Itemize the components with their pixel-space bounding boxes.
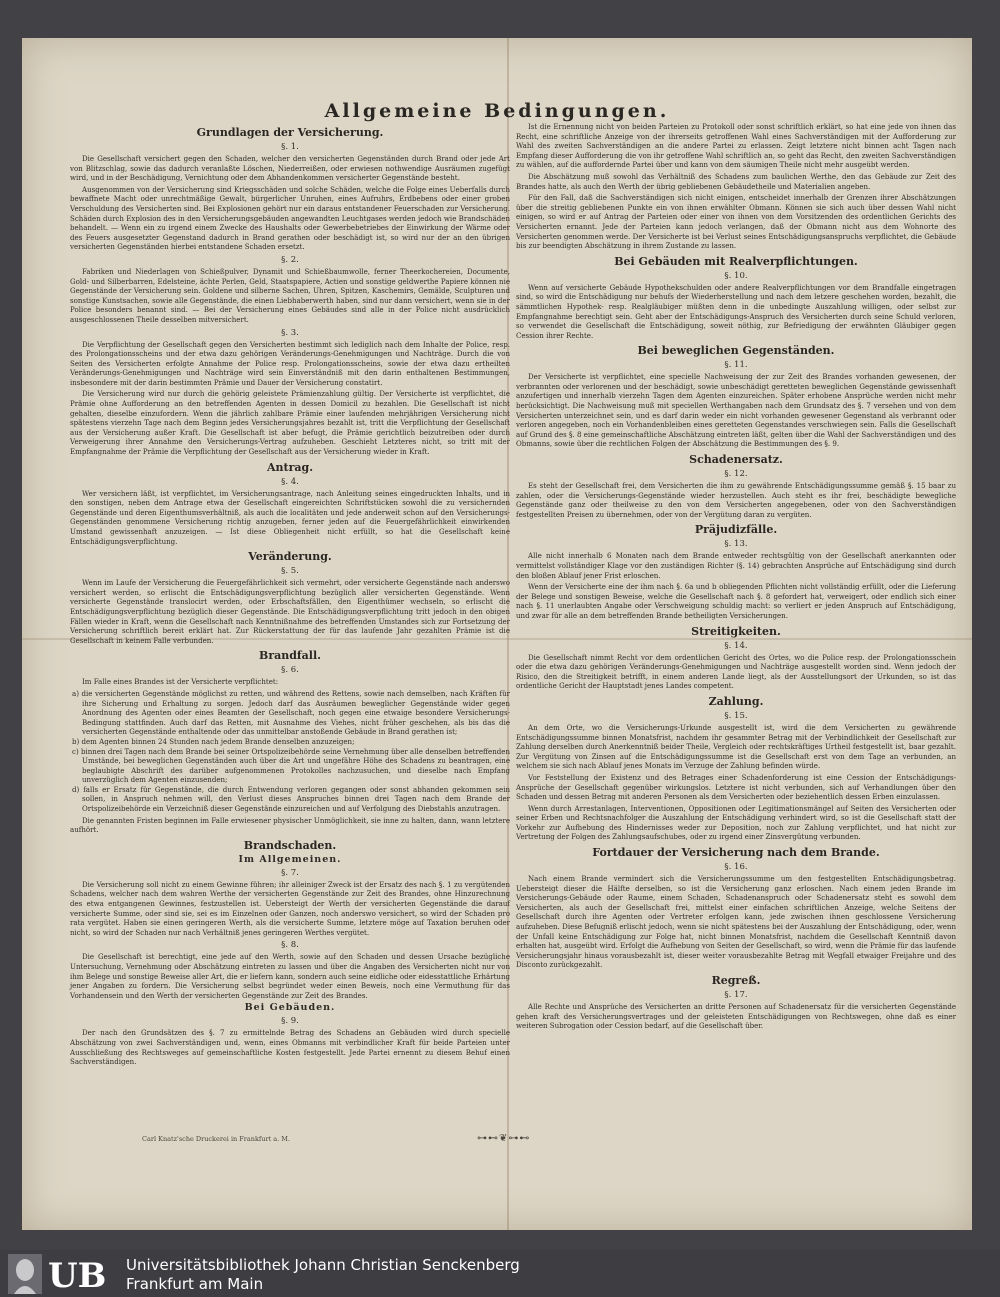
subsection-heading: Im Allgemeinen. (238, 853, 342, 865)
paragraph-text: Die Versicherung wird nur durch die gehörig geleistete Prämienzahlung gültig. Der Versicherte ist verpflichtet, die Prämie ohne Aufforderung an den betreffenden Agenten in dessen Domicil zu bezahlen. Die Gesellschaft ist nicht gehalten, dieselbe einzufordern. Wenn die jährlich zahlbare Prämie einer laufenden mehrjährigen Versicherung nicht spätestens vierzehn Tage nach dem Beginn jedes Versicherungsjahres bezahlt ist, tritt die Verpflichtung der Gesellschaft aus der Versicherung außer Kraft. Die Gesellschaft ist aber befugt, die Prämie gerichtlich beizutreiben oder durch Verweigerung ihrer Annahme den Versicherungs-Vertrag aufzuheben. Geschieht Letzteres nicht, so tritt mit der Empfangnahme der Prämie die Verpflichtung der Gesellschaft aus der Versicherung wieder in Kraft. (70, 389, 510, 457)
paragraph-text: Wenn der Versicherte eine der ihm nach §. 6a und b obliegenden Pflichten nicht vollständig erfüllt, oder die Lieferung der Belege und sonstigen Beweise, welche die Gesellschaft nach §. 8 gefordert hat, verweigert, oder endlich sich einer nach §. 11 unerlaubten Angabe oder Verschweigung schuldig macht: so verliert er jeden Anspruch auf Entschädigung, und zwar für alle an dem betreffenden Brande betheiligten Versicherungen. (516, 582, 956, 620)
paragraph-text: Wenn im Laufe der Versicherung die Feuergefährlichkeit sich vermehrt, oder versicherte Gegenstände nach anderswo versichert werden, so erlischt die Entschädigungsverpflichtung bezüglich aller versicherten Gegenstände. Wenn versicherte Gegenstände translocirt werden, oder Erbschaftsfällen, den Eigenthümer wechseln, so erlischt die Entschädigungsverpflichtung bezüglich dieser Gegenstände. Die Entschädigungsverpflichtung tritt jedoch in den obigen Fällen wieder in Kraft, wenn die Gesellschaft nach Kenntnißnahme des betreffenden Umstandes sich zur Fortsetzung der Versicherung schriftlich bereit erklärt hat. Zur Rückerstattung der für das laufende Jahr gezahlten Prämie ist die Gesellschaft in keinem Falle verbunden. (70, 578, 510, 645)
paragraph-text: Alle Rechte und Ansprüche des Versicherten an dritte Personen auf Schadenersatz für die versicherten Gegenstände gehen kraft des Versicherungsvertrages und der geleisteten Entschädigungen von Rechtswegen, ohne daß es einer weiteren Subrogation oder Cession bedarf, auf die Gesellschaft über. (516, 1002, 956, 1031)
section-heading: Veränderung. (248, 550, 332, 564)
paragraph-number: §. 3. (281, 327, 299, 338)
paragraph-number: §. 2. (281, 254, 299, 265)
paragraph-text: Fabriken und Niederlagen von Schießpulver, Dynamit und Schießbaumwolle, ferner Theerkochereien, Documente, Gold- und Silberbarren, Edelsteine, ächte Perlen, Geld, Staatspapiere, Actien und sonstige geldwerthe Papiere können nie Gegenstände der Versicherung sein. Goldene und silberne Sachen, Uhren, Spitzen, Kaschemirs, Gemälde, Sculpturen und sonstige Kunstsachen, sowie alle Gegenstände, die einen Liebhaberwerth haben, sind nur dann versichert, wenn sie in der Police besonders benannt sind. — Bei der Versicherung eines Gebäudes sind alle in der Police nicht ausdrücklich ausgeschlossenen Theile desselben mitversichert. (70, 266, 510, 324)
library-city: Frankfurt am Main (126, 1275, 264, 1293)
paragraph-text: Wenn auf versicherte Gebäude Hypothekschulden oder andere Realverpflichtungen vor dem Brandfalle eingetragen sind, so wird die Entschädigung nur behufs der Wiederherstellung und nach dem letzere geschehen worden, bezahlt, die sämmtlichen Hypothek- resp. Realgläubiger müßten denn in die unbedingte Auszahlung willigen, oder selbst zur Empfangnahme berechtigt sein. Geht aber der Entschädigungs-Anspruch des Versicherten durch seine Schuld verloren, so verwendet die Gesellschaft die Entschädigung, soweit nöthig, zur Befriedigung der erwähnten Gläubiger gegen Cession ihrer Rechte. (516, 282, 956, 340)
condition-list (70, 689, 510, 814)
list-item: a) die versicherten Gegenstände möglichst zu retten, und während des Rettens, sowie nach demselben, nach Kräften für ihre Sicherung und Erhaltung zu sorgen. Jedoch darf das Ausräumen beweglicher Gegenstände wider gegen Anordnung des Agenten oder eines Beamten der Gesellschaft, noch gegen eine etwaige besondere Versicherungs-Bedingung stattfinden. Auch darf das Retten, mit Ausnahme des Viehes, nicht früher geschehen, als bis das die versicherten Gegenstände enthaltende oder das unmittelbar anstoßende Gebäude in Brand gerathen ist; (72, 688, 510, 737)
paragraph-text: Ausgenommen von der Versicherung sind Kriegsschäden und solche Schäden, welche die Folge eines Ueberfalls durch bewaffnete Macht oder unrechtmäßige Gewalt, bürgerlicher Unruhen, eines Aufruhrs, Erdbebens oder einer groben Verschuldung des Versicherten sind. Bei Explosionen gehört nur ein daraus entstandener Feuerschaden zur Versicherung. Schäden durch Explosion des in den Versicherungsgebäuden angewandten Leuchtgases werden jedoch wie Brandschäden behandelt. — Wenn ein zu irgend einem Zwecke des Haushalts oder Gewerbebetriebes der Einwirkung der Wärme oder des Feuers ausgesetzter Gegenstand dadurch in Brand gerathen oder beschädigt ist, so wird nur der an den übrigen versicherten Gegenständen hierbei entstandene Schaden ersetzt. (70, 184, 510, 252)
paragraph-number: §. 15. (724, 710, 748, 721)
paragraph-text: Wenn durch Arrestanlagen, Interventionen, Oppositionen oder Legitimationsmängel auf Seiten des Versicherten oder seiner Erben und Rechtsnachfolger die Auszahlung der Entschädigung verhindert wird, so ist die Gesellschaft statt der Vorkehr zur Aufhebung des Hindernisses weder zur Deposition, noch zur Zahlung verpflichtet, und hat nicht zur Vertretung der Folgen des Zahlungsaufschubes, oder zu irgend einer Zinsvergütung verbunden. (516, 803, 956, 842)
paragraph-text: Die Abschätzung muß sowohl das Verhältniß des Schadens zum baulichen Werthe, den das Gebäude zur Zeit des Brandes hatte, als auch den Werth der übrig gebliebenen Gebäudetheile und Materialien angeben. (516, 171, 956, 191)
paragraph-text: Die Gesellschaft versichert gegen den Schaden, welcher den versicherten Gegenständen durch Brand oder jede Art von Blitzschlag, sowie das dadurch veranlaßte Löschen, Niederreißen, oder erwiesen nothwendige Ausräumen zugefügt wird, und in der Beschädigung, Vernichtung oder dem Abhandenkommen versicherter Gegenstände besteht. (70, 154, 510, 183)
list-item: b) dem Agenten binnen 24 Stunden nach jedem Brande denselben anzuzeigen; (72, 736, 355, 746)
left-column (70, 122, 510, 1069)
paragraph-text: Die Versicherung soll nicht zu einem Gewinne führen; ihr alleiniger Zweck ist der Ersatz des nach §. 1 zu vergütenden Schadens, welcher nach dem wahren Werthe der versicherten Gegenstände zur Zeit des Brandes, ohne Hinzurechnung des etwa entgangenen Gewinnes, festzustellen ist. Uebersteigt der Werth der versicherten Gegenstände die darauf versicherte Summe, oder sind sie, sei es im Einzelnen oder Ganzen, noch anderswo versichert, so wird der Schaden pro rata vergütet. Haben sie einen geringeren Werth, als die versicherte Summe, letztere möge auf Taxation beruhen oder nicht, so wird der Schaden nur nach Verhältniß jenes geringeren Werthes vergütet. (70, 879, 510, 937)
paragraph-text: Im Falle eines Brandes ist der Versicherte verpflichtet: (82, 677, 279, 687)
section-heading: Antrag. (266, 460, 314, 474)
section-heading: Grundlagen der Versicherung. (196, 126, 384, 139)
section-heading: Regreß. (711, 974, 761, 987)
paragraph-text: Vor Feststellung der Existenz und des Betrages einer Schadenforderung ist eine Cession der Entschädigungs-Ansprüche der Gesellschaft gegenüber wirkungslos. Letztere ist nicht verbunden, sich auf Verhandlungen über den Schaden und dessen Betrag mit anderen Personen als dem Versicherten oder beziehentlich dessen Erben einzulassen. (516, 772, 956, 802)
printer-imprint: Carl Knatz'sche Druckerei in Frankfurt a. M. (142, 1135, 291, 1143)
list-item: d) falls er Ersatz für Gegenstände, die durch Entwendung verloren gegangen oder sonst abhanden gekommen sein sollen, in Anspruch nehmen will, den Verlust dieses Anspruches binnen drei Tagen nach dem Brande der Ortspolizeibehörde ein Verzeichniß dieser Gegenstände einzureichen und auf Verfolgung des Diebstahls anzutragen. (72, 784, 510, 814)
section-heading: Schadenersatz. (689, 453, 783, 467)
list-item: c) binnen drei Tagen nach dem Brande bei seiner Ortspolizeibehörde seine Vernehmung über alle denselben betreffenden Umstände, bei beweglichen Gegenständen auch über die Art und ungefähre Höhe des Schadens zu beantragen, eine beglaubigte Abschrift des darüber aufgenommenen Protokolles nachzusuchen, und dieselbe nach Empfang unverzüglich dem Agenten einzusenden; (72, 746, 510, 785)
paragraph-number: §. 13. (724, 539, 748, 550)
paragraph-number: §. 11. (724, 360, 748, 371)
section-heading: Brandschaden. (243, 838, 337, 852)
paragraph-text: Der nach den Grundsätzen des §. 7 zu ermittelnde Betrag des Schadens an Gebäuden wird durch specielle Abschätzung von zwei Sachverständigen und, wenn, eines Obmanns mit verbindlicher Kraft für beide Parteien unter Ausschließung des Rechtsweges auf gemeinschaftliche Kosten festgestellt. Jede Partei ernennt zu diesem Behuf einen Sachverständigen. (70, 1028, 510, 1067)
paragraph-text: Ist die Ernennung nicht von beiden Parteien zu Protokoll oder sonst schriftlich erklärt, so hat eine jede von ihnen das Recht, eine schriftliche Anzeige von der ihrerseits getroffenen Wahl eines Sachverständigen mit der Aufforderung zur Wahl des zweiten Sachverständigen an die andere Partei zu erlassen. Zeigt letztere nicht binnen acht Tagen nach Empfang dieser Aufforderung die von ihr getroffene Wahl schriftlich an, so geht das Recht, den zweiten Sachverständigen zu wählen, auf die auffordernde Partei über und kann von dem säumigen Theile nicht mehr ausgeübt werden. (516, 122, 956, 170)
section-heading: Präjudizfälle. (694, 523, 778, 537)
paragraph-number: §. 5. (281, 566, 299, 577)
library-name: Universitätsbibliothek Johann Christian Senckenberg (126, 1256, 520, 1274)
paragraph-number: §. 7. (281, 867, 299, 878)
paragraph-number: §. 4. (281, 476, 299, 487)
section-heading: Streitigkeiten. (691, 624, 781, 638)
paragraph-number: §. 16. (724, 862, 748, 873)
section-heading: Bei beweglichen Gegenständen. (637, 344, 835, 358)
svg-text:UB: UB (48, 1256, 107, 1294)
paragraph-number: §. 17. (724, 990, 748, 1000)
paragraph-number: §. 12. (724, 469, 748, 480)
paragraph-text: Die Gesellschaft nimmt Recht vor dem ordentlichen Gericht des Ortes, wo die Police resp. der Prolongationsschein oder die etwa dazu gehörigen Veränderungs-Genehmigungen und Nachträge ausgestellt worden sind. Wenn jedoch der Risico, den die Streitigkeit betrifft, in einem anderen Lande liegt, als der Ausstellungsort der Urkunden, so ist das ordentliche Gericht der Hauptstadt jenes Landes competent. (516, 652, 956, 691)
ub-logo-icon (8, 1254, 118, 1294)
right-column (516, 122, 956, 1033)
document-title: Allgemeine Bedingungen. (324, 100, 670, 122)
paragraph-text: Die Verpflichtung der Gesellschaft gegen den Versicherten bestimmt sich lediglich nach dem Inhalte der Police, resp. des Prolongationsscheins und der etwa dazu gehörigen Veränderungs-Genehmigungen und Nachträge. Durch die von Seiten des Versicherten erfolgte Annahme der Police resp. Prolongationsscheins, sowie der etwa dazu ertheilten Veränderungs-Genehmigungen und Nachträge wird sein Einverständniß mit den darin enthaltenen Bestimmungen, insbesondere mit der darin bestimmten Prämie und Dauer der Versicherung constatirt. (70, 339, 510, 387)
paragraph-number: §. 6. (281, 665, 299, 676)
paragraph-number: §. 9. (281, 1016, 299, 1027)
paragraph-number: §. 14. (724, 640, 748, 651)
paragraph-text: Für den Fall, daß die Sachverständigen sich nicht einigen, entscheidet innerhalb der Grenzen ihrer Abschätzungen über die streitig gebliebenen Punkte ein von ihnen erwählter Obmann. Können sie sich auch über dessen Wahl nicht einigen, so wird er auf Antrag der Parteien oder einer von ihnen von dem Vorsitzenden des ordentlichen Gerichts des Versicherten ernannt. Jede der Parteien kann jedoch verlangen, daß der Obmann nicht aus dem Wohnorte des Versicherten genommen werde. Der Versicherte ist bei Verlust seines Entschädigungsanspruchs verpflichtet, die Gebäude bis zur beendigten Abschätzung in ihrem Zustande zu lassen. (516, 193, 956, 251)
paragraph-text: Die genannten Fristen beginnen im Falle erwiesener physischer Unmöglichkeit, sie inne zu halten, dann, wann letztere aufhört. (70, 815, 510, 835)
document-sheet (22, 38, 972, 1230)
paragraph-number: §. 8. (281, 940, 299, 951)
paragraph-text: Der Versicherte ist verpflichtet, eine specielle Nachweisung der zur Zeit des Brandes vorhanden gewesenen, der verbrannten oder verlorenen und der beschädigt, sowie unbeschädigt geretteten beweglichen Gegenstände gewissenhaft anzufertigen und innerhalb vierzehn Tagen dem Agenten einzureichen. Später erhobene Ansprüche werden nicht mehr berücksichtigt. Die Nachweisung muß mit speciellen Werthangaben nach dem Grundsatz des §. 7 versehen und von dem Versicherten unterzeichnet sein, und es darf darin weder ein nicht vorhanden gewesener Gegenstand als verbrannt oder verloren angegeben, noch ein Vorhandenbleiben eines geretteten Gegenstandes verschwiegen sein. Falls die Gesellschaft auf Grund des §. 8 eine gemeinschaftliche Abschätzung eintreten läßt, gelten über die Wahl der Sachverständigen und des Obmanns, sowie über die rechtlichen Folgen der Abschätzung die Bestimmungen des §. 9. (516, 372, 956, 449)
paragraph-text: Nach einem Brande vermindert sich die Versicherungssumme um den festgestellten Entschädigungsbetrag. Uebersteigt dieser die Hälfte derselben, so ist die Versicherung ganz erloschen. Nach einem jeden Brande im Versicherungs-Gebäude oder Raume, einem Schaden, Schadenanspruch oder Schadenersatz steht es sowohl dem Versicherten, als auch der Gesellschaft frei, mittelst einer einfachen schriftlichen Anzeige, welche Seitens der Gesellschaft durch ihre Agenten oder Vertreter erfolgen kann, jede zwischen ihnen geschlossene Versicherung aufzuheben. Diese Befugniß erlischt jedoch, wenn sie nicht spätestens bei der Auszahlung der Entschädigung, oder, wenn der Unfall keine Entschädigung zur Folge hat, nicht binnen Monatsfrist, nachdem die Gesellschaft Kenntniß davon erhalten hat, ausgeübt wird. Erfolgt die Aufhebung von Seiten der Gesellschaft, so wird, wenn die Prämie für das laufende Versicherungsjahr hinaus vorausbezahlt ist, dieser weiter vorausbezahlte Betrag mit Wegfall etwaiger Freijahre und des Disconto zurückgezahlt. (516, 874, 956, 970)
paragraph-text: Wer versichern läßt, ist verpflichtet, im Versicherungsantrage, nach Anleitung seines eingedruckten Inhalts, und in den sonstigen, neben dem Antrage etwa der Gesellschaft eingereichten Schriftstücken sowohl die zu versichernden Gegenstände und deren Eigenthumsverhältniß, als auch die localitäten und jede anderweit schon auf den Versicherungs-Gegenständen genommene Versicherung richtig anzugeben, ferner jeden auf die Feuergefährlichkeit einwirkenden Umstand gewissenhaft anzuzeigen. — Ist diese Obliegenheit nicht erfüllt, so hat die Gesellschaft keine Entschädigungsverpflichtung. (70, 488, 510, 546)
paragraph-number: §. 10. (724, 270, 748, 281)
paragraph-text: Es steht der Gesellschaft frei, dem Versicherten die ihm zu gewährende Entschädigungssumme gemäß §. 15 baar zu zahlen, oder die Versicherungs-Gegenstände wieder herzustellen. Auch steht es ihr frei, beschädigte bewegliche Gegenstände ganz oder theilweise zu den von dem Versicherten angegebenen, oder von den Sachverständigen festgestellten Preisen zu übernehmen, oder von der Vergütung daran zu vergüten. (516, 481, 956, 519)
section-heading: Zahlung. (708, 694, 764, 708)
paragraph-number: §. 1. (281, 142, 299, 152)
paragraph-text: Die Gesellschaft ist berechtigt, eine jede auf den Werth, sowie auf den Schaden und dessen Ursache bezügliche Untersuchung, Vernehmung oder Abschätzung eintreten zu lassen und über die Angaben des Versicherten nicht nur von ihm Belege und sonstige Beweise aller Art, die er liefern kann, sondern auch seine eidliche oder eidesstattliche Erhärtung jener Angaben zu fordern. Die Versicherung selbst begründet weder einen Beweis, noch eine Vermuthung für das Vorhandensein und den Werth der versicherten Gegenstände zur Zeit des Brandes. (70, 952, 510, 1000)
subsection-heading: Bei Gebäuden. (244, 1002, 336, 1014)
section-heading: Fortdauer der Versicherung nach dem Brande. (592, 846, 880, 860)
section-heading: Brandfall. (259, 649, 321, 663)
ornament-divider: ⊶⊷❦⊶⊷ (477, 1133, 531, 1144)
paragraph-text: An dem Orte, wo die Versicherungs-Urkunde ausgestellt ist, wird die dem Versicherten zu gewährende Entschädigungssumme binnen Monatsfrist, nachdem ihr gesammter Betrag mit der Verbindlichkeit der Gesellschaft zur Zahlung derselben durch Anerkenntniß beider Theile, Vergleich oder rechtskräftiges Urtheil festgestellt ist, baar gezahlt. Zur Vergütung von Zinsen auf die Entschädigungssumme ist die Gesellschaft erst von dem Tage an verbunden, an welchem sie sich nach Ablauf jenes Monats im Verzuge der Zahlung befinden würde. (516, 722, 956, 771)
section-heading: Bei Gebäuden mit Realverpflichtungen. (614, 254, 858, 268)
paragraph-text: Alle nicht innerhalb 6 Monaten nach dem Brande entweder rechtsgültig von der Gesellschaft anerkannten oder vermittelst vollständiger Klage vor den zuständigen Richter (§. 14) gebrachten Ansprüche auf Entschädigung sind durch den bloßen Ablauf jener Frist erloschen. (516, 551, 956, 580)
